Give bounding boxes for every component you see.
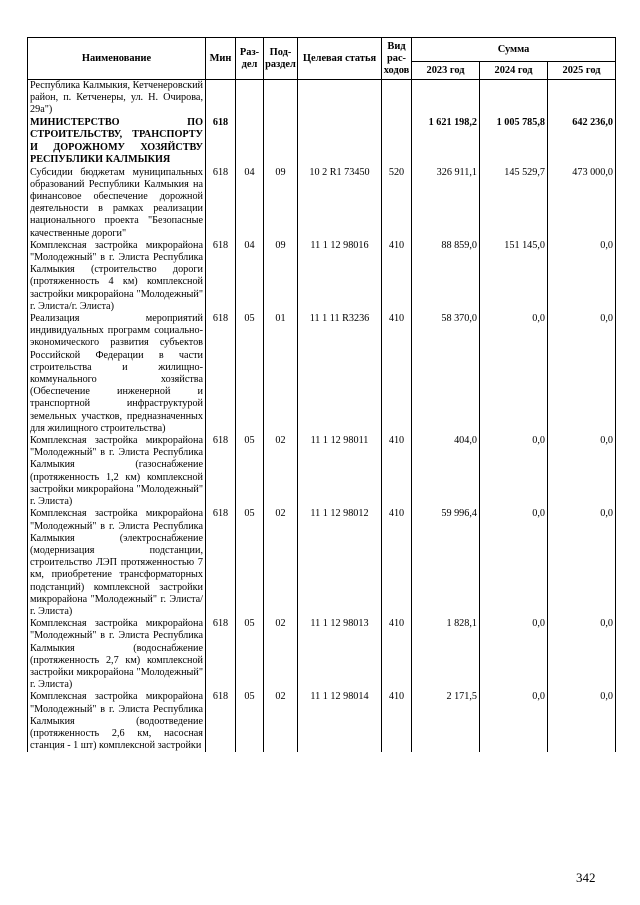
row-name: МИНИСТЕРСТВО ПО СТРОИТЕЛЬСТВУ, ТРАНСПОРТУ И ДОРОЖНОМУ ХОЗЯЙСТВУ РЕСПУБЛИКИ КАЛМЫКИЯ [28,117,206,167]
row-sum-2023: 404,0 [412,435,480,508]
row-sum-2025: 0,0 [548,435,616,508]
row-target-article: 11 1 12 98013 [298,618,382,691]
row-sum-2025: 0,0 [548,313,616,435]
row-expense-type [382,117,412,167]
row-sum-2024: 1 005 785,8 [480,117,548,167]
row-subsection: 09 [264,240,298,313]
row-target-article: 11 1 12 98012 [298,508,382,618]
table-row [28,240,616,313]
row-subsection [264,117,298,167]
row-sum-2023: 1 828,1 [412,618,480,691]
row-name: Комплексная застройка микрорайона "Молодежный" в г. Элиста Республика Калмыкия (газоснабжение (протяженность 1,2 км) комплексной застройки микрорайона "Молодежный" г. Элиста) [28,435,206,508]
row-ministry-code: 618 [206,117,236,167]
row-section: 04 [236,167,264,240]
row-subsection [264,80,298,117]
header-name: Наименование [28,38,206,80]
row-sum-2024: 0,0 [480,691,548,752]
row-expense-type: 410 [382,435,412,508]
row-name: Комплексная застройка микрорайона "Молодежный" в г. Элиста Республика Калмыкия (строительство дороги (протяженность 4 км) комплексной застройки микрорайона "Молодежный" г. Элиста/г. Элиста) [28,240,206,313]
table-row [28,117,616,167]
row-expense-type: 410 [382,618,412,691]
row-name: Комплексная застройка микрорайона "Молодежный" в г. Элиста Республика Калмыкия (электроснабжение (модернизация подстанции, строительство ЛЭП протяженностью 7 км, приобретение трансформаторных подстанций) комплексной застройки микрорайона "Молодежный" г. Элиста/г. Элиста) [28,508,206,618]
header-expense-type: Вид рас-ходов [382,38,412,80]
row-ministry-code: 618 [206,691,236,752]
row-expense-type: 410 [382,313,412,435]
row-sum-2025: 642 236,0 [548,117,616,167]
row-sum-2023: 88 859,0 [412,240,480,313]
row-sum-2023: 59 996,4 [412,508,480,618]
row-name: Реализация мероприятий индивидуальных программ социально-экономического развития субъектов Российской Федерации в части строительства и жилищно-коммунального хозяйства (Обеспечение инженерной и транспортной инфраструктурой земельных участков, предназначенных для жилищного строительства) [28,313,206,435]
table-row [28,618,616,691]
table-row [28,691,616,752]
header-year-2024: 2024 год [480,62,548,80]
row-section: 04 [236,240,264,313]
row-name: Комплексная застройка микрорайона "Молодежный" в г. Элиста Республика Калмыкия (водоснабжение (протяженность 2,7 км) комплексной застройки микрорайона "Молодежный" г. Элиста) [28,618,206,691]
row-expense-type [382,80,412,117]
budget-table [27,37,616,752]
row-sum-2023 [412,80,480,117]
row-section [236,117,264,167]
row-ministry-code: 618 [206,435,236,508]
row-sum-2024: 145 529,7 [480,167,548,240]
row-name: Республика Калмыкия, Кетченеровский район, п. Кетченеры, ул. Н. Очирова, 29а") [28,80,206,117]
row-target-article: 11 1 12 98011 [298,435,382,508]
row-subsection: 02 [264,618,298,691]
row-section: 05 [236,435,264,508]
table-row [28,508,616,618]
row-target-article: 11 1 12 98016 [298,240,382,313]
row-sum-2024 [480,80,548,117]
row-target-article: 11 1 12 98014 [298,691,382,752]
row-expense-type: 410 [382,240,412,313]
row-ministry-code [206,80,236,117]
row-section: 05 [236,691,264,752]
row-ministry-code: 618 [206,313,236,435]
row-subsection: 02 [264,508,298,618]
row-sum-2025 [548,80,616,117]
header-sum: Сумма [412,38,616,62]
row-ministry-code: 618 [206,618,236,691]
row-sum-2025: 0,0 [548,618,616,691]
row-sum-2024: 0,0 [480,508,548,618]
row-section [236,80,264,117]
row-section: 05 [236,508,264,618]
row-ministry-code: 618 [206,240,236,313]
row-expense-type: 410 [382,691,412,752]
header-min: Мин [206,38,236,80]
row-subsection: 01 [264,313,298,435]
header-year-2023: 2023 год [412,62,480,80]
row-ministry-code: 618 [206,508,236,618]
row-expense-type: 520 [382,167,412,240]
header-year-2025: 2025 год [548,62,616,80]
row-section: 05 [236,618,264,691]
page-number: 342 [576,870,596,885]
header-podrazdel: Под-раздел [264,38,298,80]
row-target-article: 10 2 R1 73450 [298,167,382,240]
row-subsection: 02 [264,691,298,752]
table-row [28,167,616,240]
row-name: Комплексная застройка микрорайона "Молодежный" в г. Элиста Республика Калмыкия (водоотведение (протяженность 2,6 км, насосная станция - 1 шт) комплексной застройки [28,691,206,752]
row-sum-2025: 0,0 [548,691,616,752]
row-name: Субсидии бюджетам муниципальных образований Республики Калмыкия на финансовое обеспечение дорожной деятельности в рамках реализации национального проекта "Безопасные качественные дороги" [28,167,206,240]
row-sum-2025: 0,0 [548,508,616,618]
row-sum-2025: 473 000,0 [548,167,616,240]
row-sum-2024: 151 145,0 [480,240,548,313]
table-row [28,435,616,508]
header-razdel: Раз-дел [236,38,264,80]
row-target-article [298,80,382,117]
row-sum-2023: 58 370,0 [412,313,480,435]
row-sum-2023: 1 621 198,2 [412,117,480,167]
row-sum-2024: 0,0 [480,435,548,508]
row-subsection: 02 [264,435,298,508]
header-target-article: Целевая статья [298,38,382,80]
row-target-article [298,117,382,167]
row-section: 05 [236,313,264,435]
row-target-article: 11 1 11 R3236 [298,313,382,435]
row-sum-2023: 2 171,5 [412,691,480,752]
row-sum-2023: 326 911,1 [412,167,480,240]
row-expense-type: 410 [382,508,412,618]
row-sum-2024: 0,0 [480,313,548,435]
table-row [28,313,616,435]
table-row [28,80,616,117]
row-sum-2024: 0,0 [480,618,548,691]
row-sum-2025: 0,0 [548,240,616,313]
row-ministry-code: 618 [206,167,236,240]
row-subsection: 09 [264,167,298,240]
